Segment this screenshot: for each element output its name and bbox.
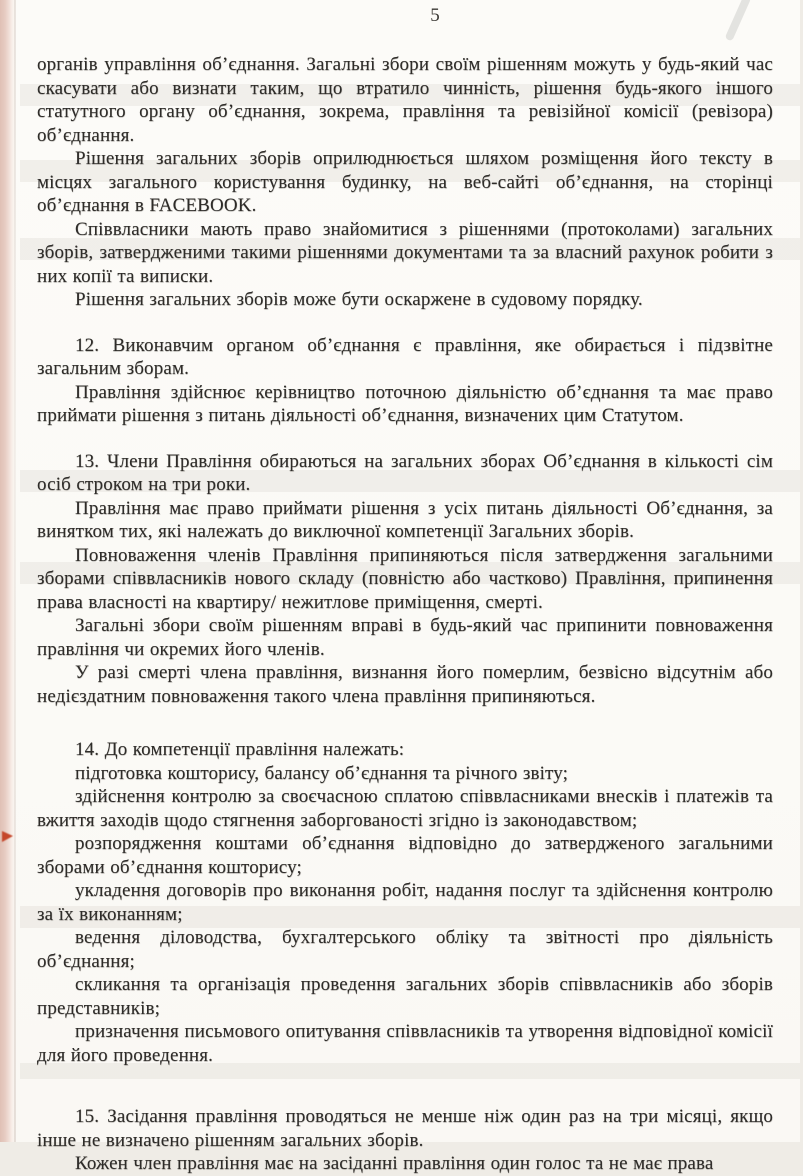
paragraph-clause-15: 15. Засідання правління проводяться не менше ніж один раз на три місяці, якщо інше не визначено рішенням загальних зборів. (37, 1106, 773, 1151)
page-edge-crease (14, 0, 16, 1142)
paragraph-list-item: здійснення контролю за своєчасною сплатою співвласниками внесків і платежів та вжиття заходів щодо стягнення заборгованості згідно із законодавством; (37, 786, 773, 831)
paragraph-list-item: ведення діловодства, бухгалтерського обліку та звітності про діяльність об’єднання; (37, 927, 773, 972)
paragraph: Правління має право приймати рішення з усіх питань діяльності Об’єднання, за винятком тих, які належать до виключної компетенції Загальних зборів. (37, 497, 773, 542)
page-number: 5 (430, 5, 440, 26)
paragraph-clause-13: 13. Члени Правління обираються на загальних зборах Об’єднання в кількості сім осіб строком на три роки. (37, 450, 773, 495)
paragraph: Повноваження членів Правління припиняються після затвердження загальними зборами співвласників нового складу (повністю або частково) Правління, припинення права власності на квартиру/ нежитлове приміщення, смерті. (37, 544, 773, 613)
paragraph-list-item: скликання та організація проведення загальних зборів співвласників або зборів представників; (37, 974, 773, 1019)
paragraph: Співвласники мають право знайомитися з рішеннями (протоколами) загальних зборів, затвердженими такими рішеннями документами та за власний рахунок робити з них копії та виписки. (37, 218, 773, 287)
paragraph-list-item: призначення письмового опитування співвласників та утворення відповідної комісії для його проведення. (37, 1021, 773, 1066)
paragraph-list-item: розпорядження коштами об’єднання відповідно до затвердженого загальними зборами об’єднання кошторису; (37, 833, 773, 878)
paragraph-list-item: укладення договорів про виконання робіт, надання послуг та здійснення контролю за їх виконанням; (37, 880, 773, 925)
paragraph-continuation: органів управління об’єднання. Загальні збори своїм рішенням можуть у будь-який час скасувати або визнати таким, що втратило чинність, рішення будь-якого іншого статутного органу об’єднання, зокрема, правління та ревізійної комісії (ревізора) об’єднання. (37, 54, 773, 146)
paragraph: У разі смерті члена правління, визнання його померлим, безвісно відсутнім або недієздатним повноваження такого члена правління припиняються. (37, 662, 773, 707)
red-pen-mark-icon (2, 831, 13, 842)
paragraph-clause-12: 12. Виконавчим органом об’єднання є правління, яке обирається і підзвітне загальним зборам. (37, 334, 773, 379)
paragraph-clause-14: 14. До компетенції правління належать: (75, 739, 405, 760)
document-text-block (37, 6, 773, 1176)
paragraph-list-item: підготовка кошторису, балансу об’єднання та річного звіту; (75, 762, 569, 784)
paragraph-truncated: Кожен член правління має на засіданні правління один голос та не має права (75, 1153, 714, 1174)
paragraph: Рішення загальних зборів може бути оскаржене в судовому порядку. (75, 289, 643, 310)
paragraph: Рішення загальних зборів оприлюднюється шляхом розміщення його тексту в місцях загального користування будинку, на веб-сайті об’єднання, на сторінці об’єднання в FACEBOOK. (37, 148, 773, 216)
paragraph: Правління здійснює керівництво поточною діяльністю об’єднання та має право приймати рішення з питань діяльності об’єднання, визначених цим Статутом. (37, 381, 773, 426)
paragraph: Загальні збори своїм рішенням вправі в будь-який час припинити повноваження правління чи окремих його членів. (37, 615, 773, 660)
